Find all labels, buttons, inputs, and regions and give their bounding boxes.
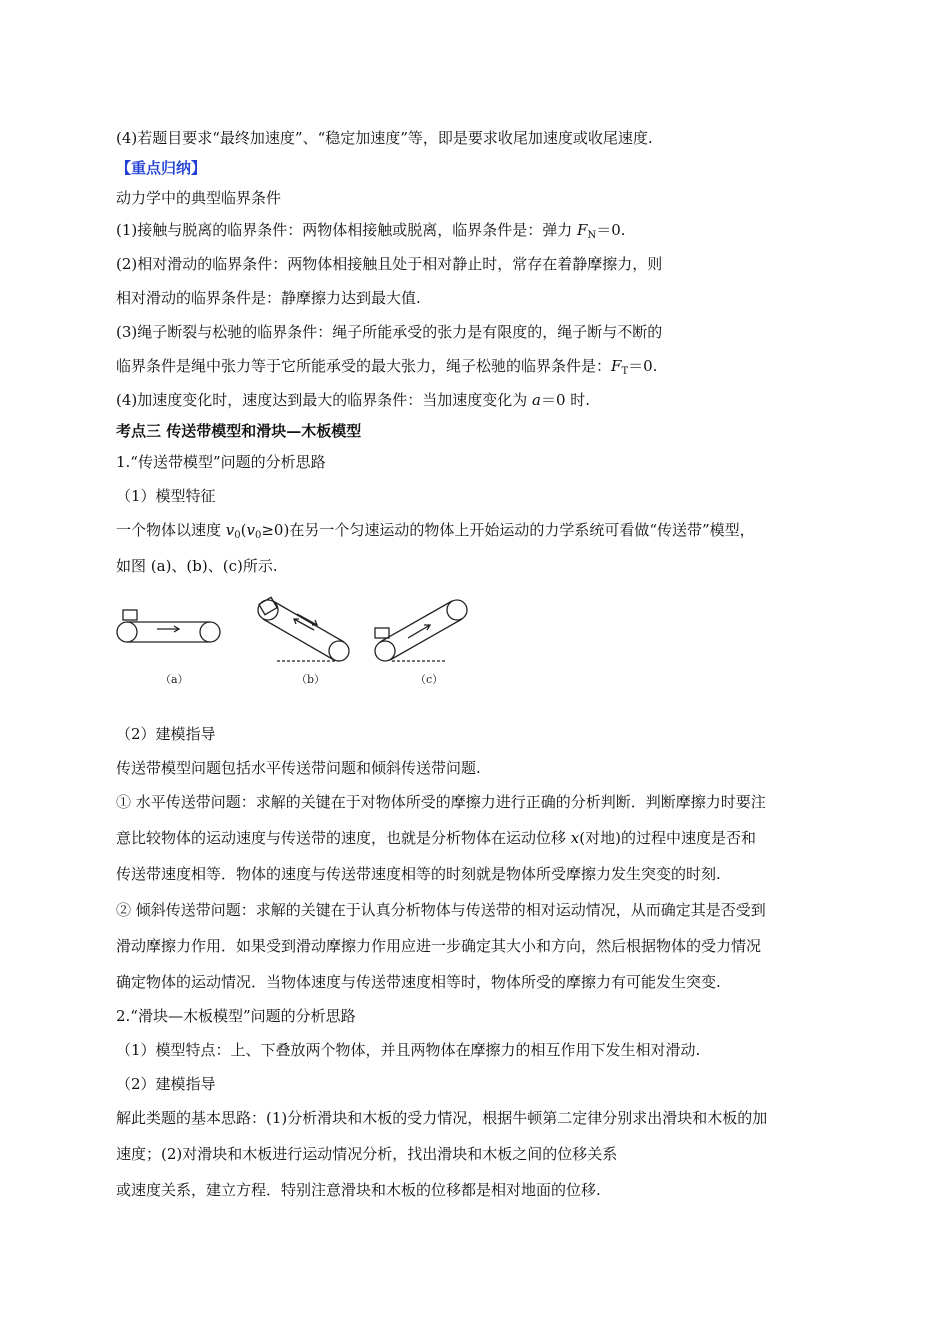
- slider-board-feature: （1）模型特点：上、下叠放两个物体，并且两物体在摩擦力的相互作用下发生相对滑动.: [116, 1041, 701, 1059]
- conveyor-desc-line-1: [116, 520, 755, 546]
- conveyor-guide-desc: 传送带模型问题包括水平传送带问题和倾斜传送带问题.: [116, 759, 481, 777]
- inclined-belt-line-3: 确定物体的运动情况．当物体速度与传送带速度相等时，物体所受的摩擦力有可能发生突变.: [116, 973, 721, 991]
- arrow-b-up: [294, 619, 314, 630]
- slider-board-desc-line-2: 速度；(2)对滑块和木板进行运动情况分析，找出滑块和木板之间的位移关系: [116, 1145, 618, 1163]
- slider-board-desc-line-1: 解此类题的基本思路：(1)分析滑块和木板的受力情况，根据牛顿第二定律分别求出滑块和木板的加: [116, 1109, 768, 1127]
- figure-label-a: （a）: [160, 673, 189, 686]
- block-a: [123, 610, 137, 620]
- item1-subscript: N: [587, 230, 597, 241]
- conveyor-guide-label: （2）建模指导: [116, 725, 216, 743]
- block-c: [375, 628, 389, 638]
- desc-text-c: ≥0)在另一个匀速运动的物体上开始运动的力学系统可看做“传送带”模型，: [261, 521, 755, 539]
- pulley-right-a: [200, 622, 220, 642]
- inclined-belt-line-2: 滑动摩擦力作用．如果受到滑动摩擦力作用应进一步确定其大小和方向，然后根据物体的受力情况: [116, 937, 762, 955]
- horizontal-belt-line-3: 传送带速度相等．物体的速度与传送带速度相等的时刻就是物体所受摩擦力发生突变的时刻.: [116, 865, 721, 883]
- item3-text-c: ＝0.: [628, 357, 658, 375]
- figure-a: [117, 610, 220, 642]
- item3-variable: F: [611, 357, 622, 375]
- pulley-bottom-b: [329, 641, 349, 661]
- item3-subscript: T: [621, 366, 629, 377]
- item4-text-a: (4)加速度变化时，速度达到最大的临界条件：当加速度变化为: [116, 391, 533, 409]
- pulley-bottom-c: [375, 641, 395, 661]
- pulley-top-b: [258, 600, 278, 620]
- horizontal-belt-line-2: [116, 828, 756, 848]
- slider-board-guide-label: （2）建模指导: [116, 1075, 216, 1093]
- summary-subheading: 动力学中的典型临界条件: [116, 189, 282, 207]
- horiz-var-x: x: [570, 829, 580, 847]
- figure-b: [258, 597, 349, 661]
- pulley-left-a: [117, 622, 137, 642]
- conveyor-feature-label: （1）模型特征: [116, 487, 216, 505]
- desc-text-b: (: [240, 521, 247, 539]
- item4-variable: a: [532, 391, 541, 409]
- conveyor-desc-line-2: 如图 (a)、(b)、(c)所示.: [116, 557, 278, 575]
- belt-top-c: [380, 601, 452, 642]
- item4-text-b: ＝0 时.: [540, 391, 591, 409]
- desc-sub-0b: 0: [254, 530, 262, 541]
- desc-var-v: v: [225, 521, 235, 539]
- section3-heading: 考点三 传送带模型和滑块—木板模型: [116, 422, 362, 440]
- horiz-text-a: 意比较物体的运动速度与传送带的速度，也就是分析物体在运动位移: [116, 829, 571, 847]
- conveyor-title: 1.“传送带模型”问题的分析思路: [116, 453, 326, 471]
- figure-label-c: （c）: [415, 673, 444, 686]
- inclined-belt-line-1: ② 倾斜传送带问题：求解的关键在于认真分析物体与传送带的相对运动情况，从而确定其是否受到: [116, 901, 766, 919]
- horizontal-belt-line-1: ① 水平传送带问题：求解的关键在于对物体所受的摩擦力进行正确的分析判断．判断摩擦力时要注: [116, 793, 766, 811]
- figure-label-b: （b）: [296, 673, 326, 686]
- critical-item-1: [116, 220, 626, 246]
- desc-sub-0: 0: [234, 530, 241, 541]
- figure-c: [375, 600, 467, 661]
- item1-text-b: ＝0.: [596, 221, 626, 239]
- intro-item-4: (4)若题目要求“最终加速度”、“稳定加速度”等，即是要求收尾加速度或收尾速度.: [116, 129, 653, 147]
- desc-text-a: 一个物体以速度: [116, 521, 226, 539]
- pulley-top-c: [447, 600, 467, 620]
- critical-item-3-line-2: [116, 356, 657, 382]
- horiz-text-b: (对地)的过程中速度是否和: [579, 829, 756, 847]
- desc-var-v2: v: [246, 521, 255, 539]
- item1-text-a: (1)接触与脱离的临界条件：两物体相接触或脱离，临界条件是：弹力: [116, 221, 578, 239]
- belt-top-b: [273, 601, 344, 642]
- item1-variable: F: [577, 221, 588, 239]
- critical-item-2-line-2: 相对滑动的临界条件是：静摩擦力达到最大值.: [116, 289, 421, 307]
- belt-bottom-b: [263, 619, 334, 660]
- slider-board-desc-line-3: 或速度关系，建立方程．特别注意滑块和木板的位移都是相对地面的位移.: [116, 1181, 601, 1199]
- summary-heading: 【重点归纳】: [116, 159, 207, 177]
- critical-item-4: [116, 390, 590, 410]
- arrow-c: [408, 625, 430, 638]
- critical-item-2-line-1: (2)相对滑动的临界条件：两物体相接触且处于相对静止时，常存在着静摩擦力，则: [116, 255, 663, 273]
- slider-board-title: 2.“滑块—木板模型”问题的分析思路: [116, 1007, 356, 1025]
- item3-text-b: 临界条件是绳中张力等于它所能承受的最大张力，绳子松驰的临界条件是：: [116, 357, 612, 375]
- conveyor-figures: [112, 588, 482, 693]
- critical-item-3-line-1: (3)绳子断裂与松驰的临界条件：绳子所能承受的张力是有限度的，绳子断与不断的: [116, 323, 663, 341]
- arrow-b-down: [297, 614, 317, 625]
